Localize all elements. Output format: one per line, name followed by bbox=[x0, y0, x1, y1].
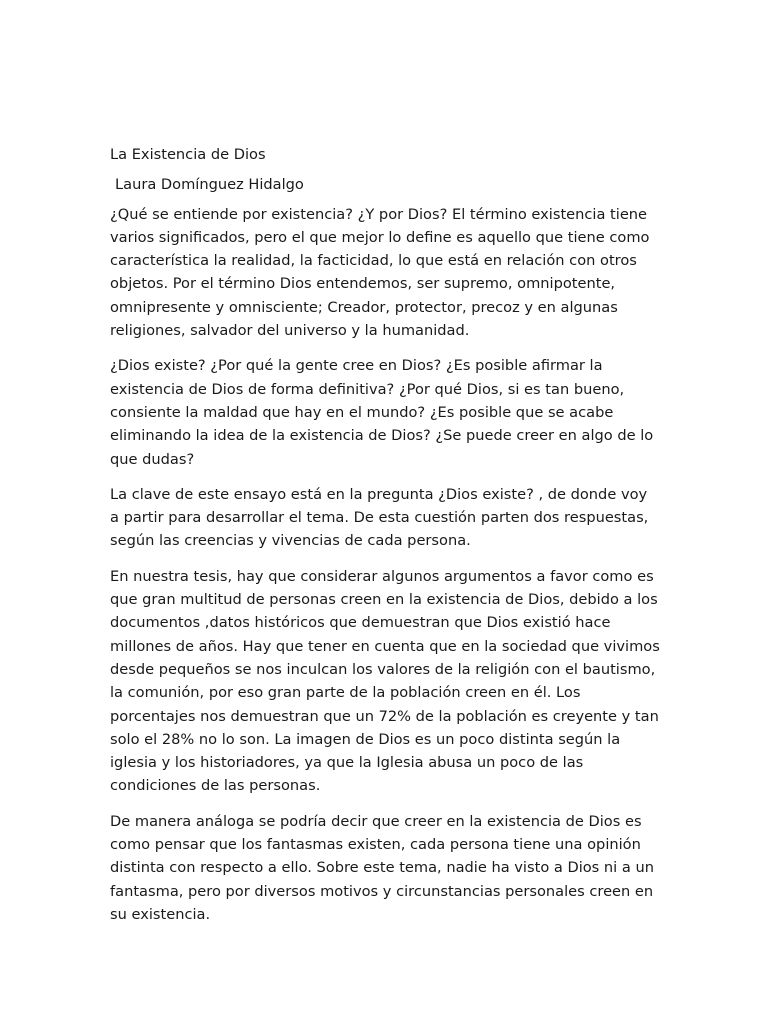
paragraph-definitions: ¿Qué se entiende por existencia? ¿Y por Dios? El término existencia tiene varios significados, pero el que mejor lo define es aquello que tiene como característica la realidad, la facticidad, lo que está en relación con otros objetos. Por el término Dios entendemos, ser supremo, omnipotente, omnipresente y omnisciente; Creador, protector, precoz y en algunas religiones, salvador del universo y la humanidad. bbox=[110, 205, 650, 340]
paragraph-analogy: De manera análoga se podría decir que creer en la existencia de Dios es como pensar que los fantasmas existen, cada persona tiene una opinión distinta con respecto a ello. Sobre este tema, nadie ha visto a Dios ni a un fantasma, pero por diversos motivos y circunstancias personales creen en su existencia. bbox=[110, 812, 654, 923]
paragraph-questions: ¿Dios existe? ¿Por qué la gente cree en Dios? ¿Es posible afirmar la existencia de Dios de forma definitiva? ¿Por qué Dios, si es tan bueno, consiente la maldad que hay en el mundo? ¿Es posible que se acabe eliminando la idea de la existencia de Dios? ¿Se puede creer en algo de lo que dudas? bbox=[110, 357, 654, 468]
document-author: Laura Domínguez Hidalgo bbox=[115, 176, 304, 194]
document-body bbox=[110, 143, 660, 938]
document-title: La Existencia de Dios bbox=[110, 146, 266, 163]
paragraph-arguments: En nuestra tesis, hay que considerar algunos argumentos a favor como es que gran multitud de personas creen en la existencia de Dios, debido a los documentos ,datos históricos que demuestran que Dios existió hace millones de años. Hay que tener en cuenta que en la sociedad que vivimos desde pequeños se nos inculcan los valores de la religión con el bautismo, la comunión, por eso gran parte de la población creen en él. Los porcentajes nos demuestran que un 72% de la población es creyente y tan solo el 28% no lo son. La imagen de Dios es un poco distinta según la iglesia y los historiadores, ya que la Iglesia abusa un poco de las condiciones de las personas. bbox=[110, 567, 660, 795]
paragraph-thesis-intro: La clave de este ensayo está en la pregunta ¿Dios existe? , de donde voy a partir para desarrollar el tema. De esta cuestión parten dos respuestas, según las creencias y vivencias de cada persona. bbox=[110, 485, 649, 550]
